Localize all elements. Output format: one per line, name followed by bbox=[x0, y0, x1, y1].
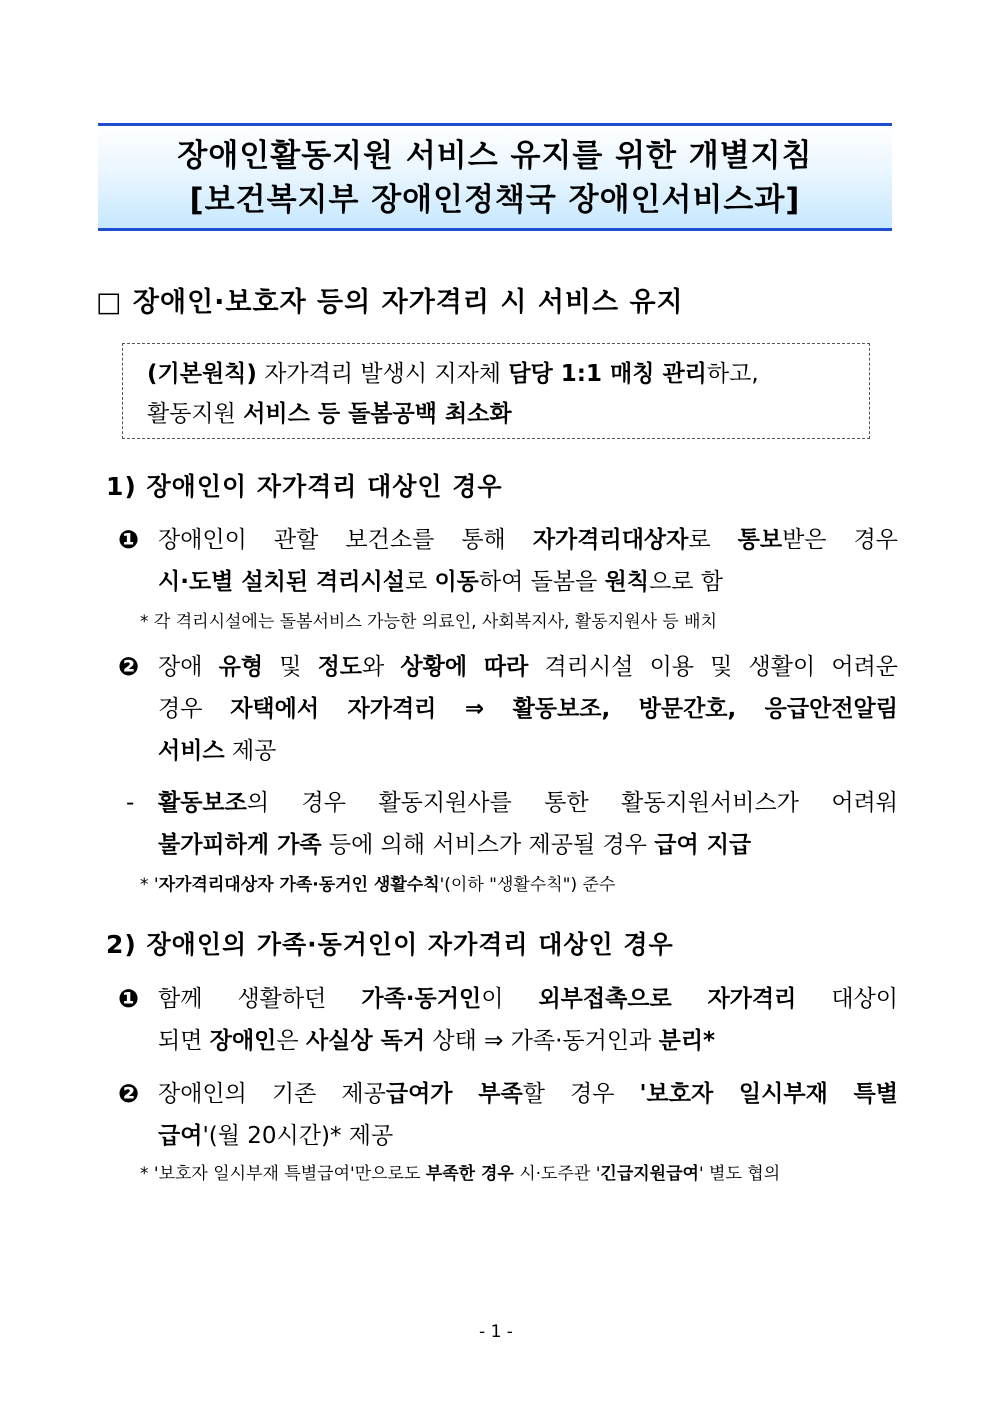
principle-bold: 담당 1:1 매칭 관리 bbox=[508, 361, 707, 387]
text: ' 별도 협의 bbox=[698, 1164, 781, 1184]
text-line bbox=[158, 1073, 898, 1115]
principle-box bbox=[122, 343, 870, 439]
bold-text: 불가피하게 가족 bbox=[158, 832, 322, 858]
footnote: * 각 격리시설에는 돌봄서비스 가능한 의료인, 사회복지사, 활동지원사 등 배치 bbox=[140, 612, 718, 632]
text-line bbox=[158, 646, 898, 688]
text: 제공 bbox=[224, 738, 277, 764]
text-line bbox=[158, 1115, 898, 1157]
text-line bbox=[158, 824, 898, 866]
bold-text: 활동보조 bbox=[158, 790, 247, 816]
text: '(이하 "생활수칙") 준수 bbox=[439, 875, 616, 895]
text-line bbox=[158, 688, 898, 730]
text: '(월 20시간)* bbox=[202, 1123, 342, 1149]
text: 등에 의해 서비스가 제공될 경우 bbox=[321, 832, 655, 858]
part2-heading: 2) 장애인의 가족·동거인이 자가격리 대상인 경우 bbox=[106, 930, 674, 959]
text: 하여 돌봄을 bbox=[478, 569, 605, 595]
dash-bullet: - bbox=[126, 790, 135, 816]
text: 함께 생활하던 bbox=[158, 986, 362, 1012]
circled-number-2-icon: ❷ bbox=[118, 1079, 140, 1108]
circled-number-2-icon: ❷ bbox=[118, 652, 140, 681]
bold-text: 통보 bbox=[737, 527, 783, 553]
text: 할 경우 bbox=[522, 1081, 640, 1107]
bold-text: 부족한 경우 bbox=[425, 1164, 514, 1184]
text: 로 bbox=[688, 527, 738, 553]
bold-text: 정도 bbox=[317, 654, 363, 680]
text: 은 bbox=[276, 1028, 306, 1054]
bold-text: 자가격리대상자 bbox=[532, 527, 689, 553]
bold-text: 가족·동거인 bbox=[361, 986, 482, 1012]
bold-text: '보호자 일시부재 특별 bbox=[639, 1081, 898, 1107]
text: 장애인의 기존 제공 bbox=[158, 1081, 386, 1107]
section-heading: □ 장애인·보호자 등의 자가격리 시 서비스 유지 bbox=[96, 287, 684, 318]
text: 되면 bbox=[158, 1028, 210, 1054]
bold-text: 급여 bbox=[158, 1123, 203, 1149]
circled-number-1-icon: ❶ bbox=[118, 984, 140, 1013]
document-title: 장애인활동지원 서비스 유지를 위한 개별지침 bbox=[177, 138, 813, 174]
principle-text: 자가격리 발생시 지자체 bbox=[256, 361, 509, 387]
bold-text: 급여가 부족 bbox=[385, 1081, 523, 1107]
text: 의 경우 활동지원사를 통한 활동지원서비스가 어려워 bbox=[246, 790, 898, 816]
bold-text: 외부접촉으로 자가격리 bbox=[538, 986, 797, 1012]
footnote bbox=[140, 1159, 780, 1184]
text: 및 bbox=[263, 654, 318, 680]
text: * ' bbox=[140, 875, 159, 895]
text: 장애인이 관할 보건소를 통해 bbox=[158, 527, 533, 553]
bold-text: 이동 bbox=[434, 569, 479, 595]
part1-heading: 1) 장애인이 자가격리 대상인 경우 bbox=[106, 472, 503, 501]
part2-item-2 bbox=[118, 1073, 898, 1157]
text: 경우 bbox=[158, 696, 231, 722]
bold-text: 장애인 bbox=[209, 1028, 277, 1054]
part2-item-1 bbox=[118, 978, 898, 1062]
part1-item-2 bbox=[118, 646, 898, 772]
bold-text: 긴급지원급여 bbox=[600, 1164, 699, 1184]
bold-text: 시·도별 설치된 격리시설 bbox=[158, 569, 405, 595]
text: 받은 경우 bbox=[782, 527, 899, 553]
text-line bbox=[158, 978, 898, 1020]
text-line bbox=[158, 561, 898, 603]
text: 장애 bbox=[158, 654, 219, 680]
bold-text: 자택에서 자가격리 ⇒ 활동보조, 방문간호, 응급안전알림 bbox=[230, 696, 898, 722]
principle-text: 활동지원 bbox=[147, 401, 244, 427]
part1-item-1 bbox=[118, 519, 898, 603]
bold-text: 유형 bbox=[218, 654, 264, 680]
text-line bbox=[158, 1020, 898, 1062]
text-line bbox=[158, 519, 898, 561]
bold-text: 원칙 bbox=[604, 569, 650, 595]
text: 격리시설 이용 및 생활이 어려운 bbox=[528, 654, 899, 680]
principle-text: 하고, bbox=[706, 361, 759, 387]
bold-text: 분리* bbox=[658, 1028, 716, 1054]
page-number: - 1 - bbox=[479, 1322, 513, 1342]
text: 으로 함 bbox=[649, 569, 724, 595]
bold-text: 사실상 독거 bbox=[305, 1028, 426, 1054]
principle-line-1 bbox=[147, 354, 845, 394]
bold-text: 자가격리대상자 가족·동거인 생활수칙 bbox=[158, 875, 440, 895]
principle-bold: 서비스 등 돌봄공백 최소화 bbox=[243, 401, 512, 427]
text-line bbox=[158, 782, 898, 824]
text: 대상이 bbox=[796, 986, 899, 1012]
text: 이 bbox=[481, 986, 539, 1012]
bold-text: 상황에 따라 bbox=[400, 654, 529, 680]
part1-dash-item bbox=[126, 782, 898, 866]
principle-line-2 bbox=[147, 394, 845, 434]
text: 제공 bbox=[341, 1123, 394, 1149]
footnote bbox=[140, 870, 615, 895]
circled-number-1-icon: ❶ bbox=[118, 525, 140, 554]
text: 로 bbox=[404, 569, 435, 595]
principle-label: (기본원칙) bbox=[147, 361, 257, 387]
document-subtitle: [보건복지부 장애인정책국 장애인서비스과] bbox=[189, 182, 801, 218]
document-title-box bbox=[98, 123, 892, 231]
bold-text: 서비스 bbox=[158, 738, 225, 764]
text: * '보호자 일시부재 특별급여'만으로도 bbox=[140, 1164, 426, 1184]
text: 상태 ⇒ 가족·동거인과 bbox=[425, 1028, 659, 1054]
bold-text: 급여 지급 bbox=[654, 832, 752, 858]
text: 와 bbox=[362, 654, 401, 680]
text-line bbox=[158, 730, 898, 772]
text: 시·도주관 ' bbox=[513, 1164, 601, 1184]
